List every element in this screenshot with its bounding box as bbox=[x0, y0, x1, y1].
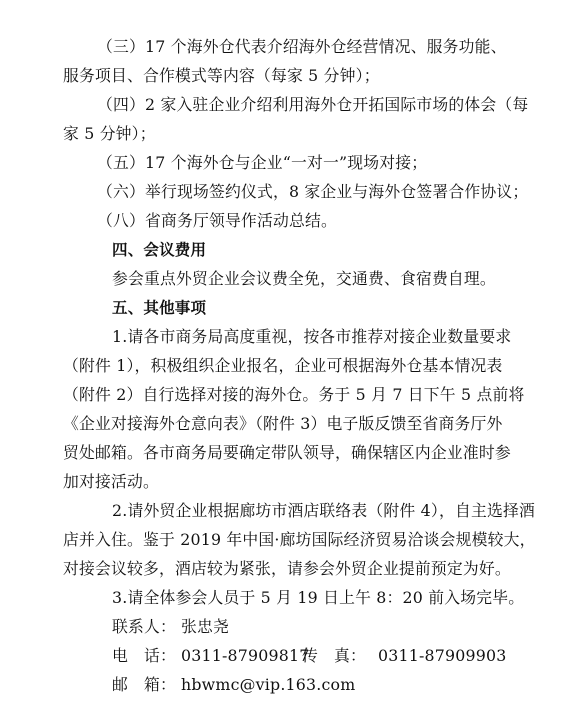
matter-1-line-3: （附件 2）自行选择对接的海外仓。务于 5 月 7 日下午 5 点前将 bbox=[63, 385, 525, 404]
fax-value: 0311-87909903 bbox=[378, 646, 507, 665]
item-eight: （八）省商务厅领导作活动总结。 bbox=[97, 211, 337, 230]
matter-1-line-2: （附件 1），积极组织企业报名，企业可根据海外仓基本情况表 bbox=[63, 356, 503, 375]
matter-2-line-1: 2.请外贸企业根据廊坊市酒店联络表（附件 4），自主选择酒 bbox=[112, 501, 535, 520]
phone-label: 电 话： bbox=[112, 646, 176, 665]
section-heading-meeting-fees: 四、会议费用 bbox=[112, 241, 207, 259]
matter-1-line-4: 《企业对接海外仓意向表》（附件 3）电子版反馈至省商务厅外 bbox=[63, 414, 503, 433]
matter-2-line-3: 对接会议较多，酒店较为紧张，请参会外贸企业提前预定为好。 bbox=[63, 559, 511, 578]
matter-1-line-1: 1.请各市商务局高度重视，按各市推荐对接企业数量要求 bbox=[112, 327, 512, 346]
item-five: （五）17 个海外仓与企业“一对一”现场对接； bbox=[97, 153, 428, 172]
item-three-line-2: 服务项目、合作模式等内容（每家 5 分钟）； bbox=[63, 66, 380, 85]
item-three-line-1: （三）17 个海外仓代表介绍海外仓经营情况、服务功能、 bbox=[97, 37, 507, 56]
matter-1-line-6: 加对接活动。 bbox=[63, 472, 159, 491]
matter-2-line-2: 店并入住。鉴于 2019 年中国·廊坊国际经济贸易洽谈会规模较大， bbox=[63, 530, 536, 549]
contact-person-label: 联系人： bbox=[112, 617, 176, 636]
item-four-line-2: 家 5 分钟）； bbox=[63, 124, 156, 143]
email-value: hbwmc@vip.163.com bbox=[181, 675, 356, 694]
section-heading-other-matters: 五、其他事项 bbox=[112, 299, 207, 317]
item-four-line-1: （四）2 家入驻企业介绍利用海外仓开拓国际市场的体会（每 bbox=[97, 95, 529, 114]
matter-1-line-5: 贸处邮箱。各市商务局要确定带队领导，确保辖区内企业准时参 bbox=[63, 443, 511, 462]
phone-value: 0311-87909817 bbox=[181, 646, 310, 665]
matter-3: 3.请全体参会人员于 5 月 19 日上午 8：20 前入场完毕。 bbox=[112, 588, 525, 607]
email-label: 邮 箱： bbox=[112, 675, 176, 694]
item-six: （六）举行现场签约仪式，8 家企业与海外仓签署合作协议； bbox=[97, 182, 529, 201]
contact-person-value: 张忠尧 bbox=[181, 617, 229, 636]
meeting-fees-text: 参会重点外贸企业会议费全免，交通费、食宿费自理。 bbox=[112, 269, 496, 288]
fax-label: 传 真： bbox=[302, 646, 366, 665]
